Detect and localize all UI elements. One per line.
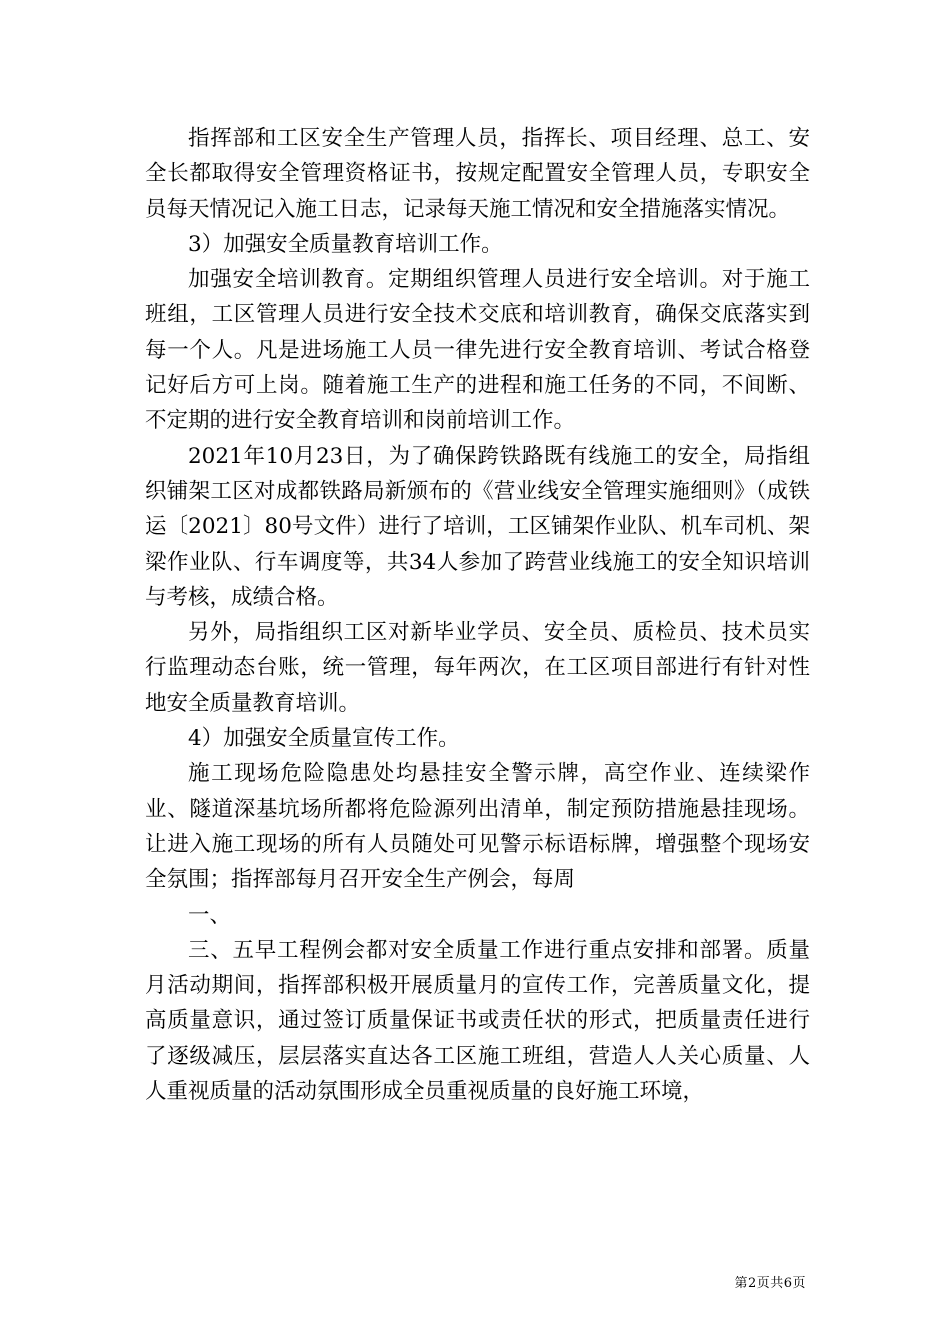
heading-publicity: 4）加强安全质量宣传工作。 (188, 726, 460, 752)
paragraph-management-personnel: 指挥部和工区安全生产管理人员，指挥长、项目经理、总工、安全长都取得安全管理资格证书，按规定配置安全管理人员，专职安全员每天情况记入施工日志，记录每天施工情况和安全措施落实情况。 (145, 126, 810, 222)
heading-training: 3）加强安全质量教育培训工作。 (188, 231, 503, 257)
paragraph-quality-month: 三、五早工程例会都对安全质量工作进行重点安排和部署。质量月活动期间，指挥部积极开展质量月的宣传工作，完善质量文化，提高质量意识，通过签订质量保证书或责任状的形式，把质量责任进行了逐级减压，层层落实直达各工区施工班组，营造人人关心质量、人人重视质量的活动氛围形成全员重视质量的良好施工环境， (145, 937, 810, 1105)
paragraph-warning-signs: 施工现场危险隐患处均悬挂安全警示牌，高空作业、连续梁作业、隧道深基坑场所都将危险源列出清单，制定预防措施悬挂现场。让进入施工现场的所有人员随处可见警示标语标牌，增强整个现场安全氛围；指挥部每月召开安全生产例会，每周 (145, 761, 810, 893)
page-number: 第2页共6页 (734, 1276, 806, 1291)
paragraph-new-graduates: 另外，局指组织工区对新毕业学员、安全员、质检员、技术员实行监理动态台账，统一管理，每年两次，在工区项目部进行有针对性地安全质量教育培训。 (145, 620, 810, 716)
paragraph-training-education: 加强安全培训教育。定期组织管理人员进行安全培训。对于施工班组，工区管理人员进行安全技术交底和培训教育，确保交底落实到每一个人。凡是进场施工人员一律先进行安全教育培训、考试合格登记好后方可上岗。随着施工生产的进程和施工任务的不同，不间断、不定期的进行安全教育培训和岗前培训工作。 (145, 267, 810, 434)
paragraph-railway-training: 2021年10月23日，为了确保跨铁路既有线施工的安全，局指组织铺架工区对成都铁路局新颁布的《营业线安全管理实施细则》（成铁运〔2021〕80号文件）进行了培训，工区铺架作业队、机车司机、架梁作业队、行车调度等，共34人参加了跨营业线施工的安全知识培训与考核，成绩合格。 (145, 443, 810, 610)
document-body (145, 121, 810, 1109)
paragraph-fragment: 一、 (188, 902, 232, 928)
